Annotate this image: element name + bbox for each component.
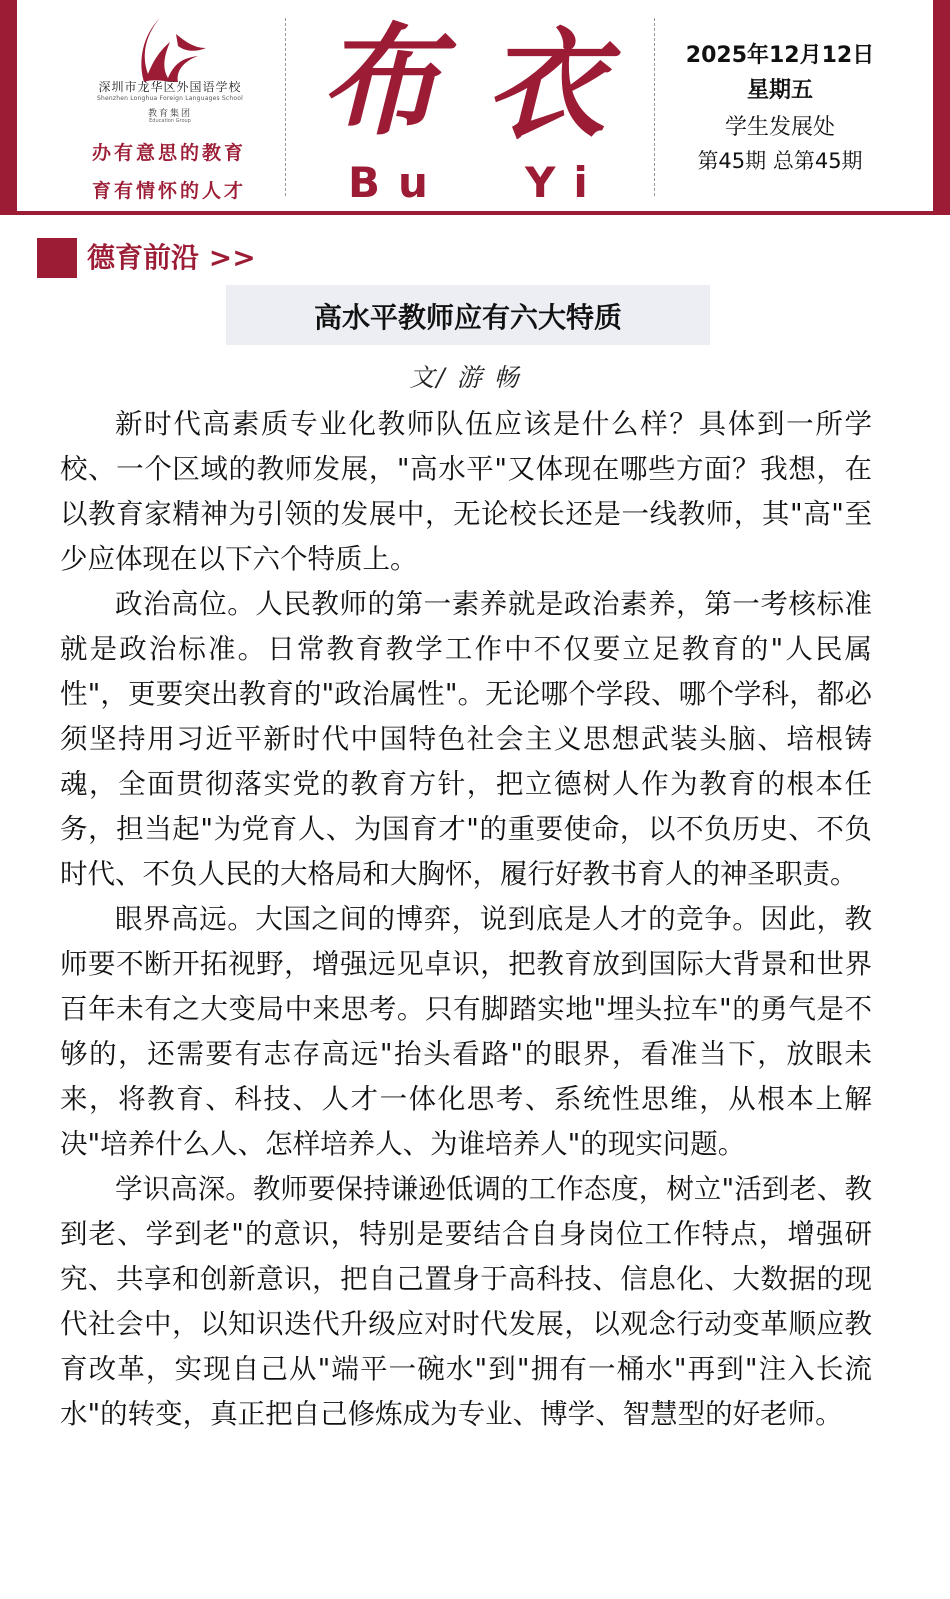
slogan-line-1: 办有意思的教育 xyxy=(91,142,246,164)
masthead-roman-1: Bu xyxy=(348,158,446,207)
section-marker xyxy=(37,238,77,278)
issue-number: 第45期 总第45期 xyxy=(697,149,863,173)
header-divider-right xyxy=(654,18,655,196)
issue-weekday: 星期五 xyxy=(746,78,813,103)
masthead-title-char-2: 衣 xyxy=(485,15,605,156)
article-paragraph-3: 眼界高远。大国之间的博弈，说到底是人才的竞争。因此，教师要不断开拓视野，增强远见卓识，把教育放到国际大背景和世界百年未有之大变局中来思考。只有脚踏实地"埋头拉车"的勇气是不够的，还需要有志存高远"抬头看路"的眼界，看准当下，放眼未来，将教育、科技、人才一体化思考、系统性思维，从根本上解决"培养什么人、怎样培养人、为谁培养人"的现实问题。 xyxy=(60,903,872,1160)
slogan-line-2: 育有情怀的人才 xyxy=(91,180,246,202)
masthead-roman-2: Yi xyxy=(525,158,606,207)
group-name-en: Education Group xyxy=(149,118,191,124)
article-author: 文/ 游 畅 xyxy=(409,363,521,392)
group-name-cn: 教育集团 xyxy=(147,109,192,119)
article-title: 高水平教师应有六大特质 xyxy=(313,301,622,334)
school-name-cn: 深圳市龙华区外国语学校 xyxy=(98,80,242,94)
issue-date: 2025年12月12日 xyxy=(685,43,875,68)
article-paragraph-1: 新时代高素质专业化教师队伍应该是什么样？具体到一所学校、一个区域的教师发展，"高水平"又体现在哪些方面？我想，在以教育家精神为引领的发展中，无论校长还是一线教师，其"高"至少应体现在以下六个特质上。 xyxy=(60,408,872,575)
header-left-bar xyxy=(0,0,17,215)
header-divider-left xyxy=(285,18,286,196)
issue-department: 学生发展处 xyxy=(724,115,835,140)
school-name-en: Shenzhen Longhua Foreign Languages School xyxy=(96,95,244,102)
header-right-bar xyxy=(933,0,950,215)
article-paragraph-4: 学识高深。教师要保持谦逊低调的工作态度，树立"活到老、教到老、学到老"的意识，特别是要结合自身岗位工作特点，增强研究、共享和创新意识，把自己置身于高科技、信息化、大数据的现代社会中，以知识迭代升级应对时代发展，以观念行动变革顺应教育改革，实现自己从"端平一碗水"到"拥有一桶水"再到"注入长流水"的转变，真正把自己修炼成为专业、博学、智慧型的好老师。 xyxy=(60,1173,872,1430)
masthead-title-char-1: 布 xyxy=(320,11,440,152)
article-paragraph-2: 政治高位。人民教师的第一素养就是政治素养，第一考核标准就是政治标准。日常教育教学工作中不仅要立足教育的"人民属性"，更要突出教育的"政治属性"。无论哪个学段、哪个学科，都必须坚持用习近平新时代中国特色社会主义思想武装头脑、培根铸魂，全面贯彻落实党的教育方针，把立德树人作为教育的根本任务，担当起"为党育人、为国育才"的重要使命，以不负历史、不负时代、不负人民的大格局和大胸怀，履行好教书育人的神圣职责。 xyxy=(60,588,872,890)
section-title: 德育前沿 >> xyxy=(87,241,256,274)
header-bottom-rule xyxy=(0,211,950,215)
article-body xyxy=(60,402,872,1437)
